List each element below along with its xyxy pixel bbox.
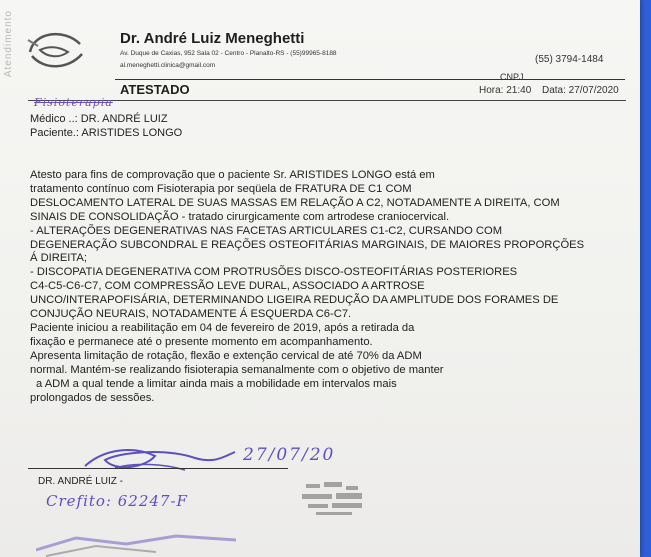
- signature-line: [28, 468, 288, 469]
- header-divider: [115, 79, 625, 80]
- body-line: UNCO/INTERAPOFISÁRIA, DETERMINANDO LIGEIRA REDUÇÃO DA AMPLITUDE DOS FORAMES DE: [30, 294, 559, 307]
- body-line: a ADM a qual tende a limitar ainda mais a mobilidade em intervalos mais: [36, 377, 397, 390]
- body-line: C4-C5-C6-C7, COM COMPRESSÃO LEVE DURAL, ASSOCIADO A ARTROSE: [30, 280, 425, 293]
- body-line: prolongados de sessões.: [30, 391, 155, 404]
- body-line: Atesto para fins de comprovação que o paciente Sr. ARISTIDES LONGO está em: [30, 169, 435, 181]
- sidebar-label: Atendimento: [3, 10, 14, 78]
- body-line: Apresenta limitação de rotação, flexão e extenção cervical de até 70% da ADM: [30, 349, 422, 362]
- time-field: Hora: 21:40: [479, 85, 532, 96]
- clinic-logo-icon: [24, 22, 88, 78]
- date-field: Data: 27/07/2020: [542, 85, 619, 96]
- body-line: - DISCOPATIA DEGENERATIVA COM PROTRUSÕES DISCO-OSTEOFITÁRIAS POSTERIORES: [30, 266, 518, 279]
- body-line: normal. Mantém-se realizando fisioterapia semanalmente com o objetivo de manter: [30, 363, 444, 376]
- body-line: DEGENERAÇÃO SUBCONDRAL E REAÇÕES OSTEOFITÁRIAS MARGINAIS, DE MAIORES PROPORÇÕES: [30, 238, 585, 251]
- clinic-phone: (55) 3794-1484: [535, 54, 604, 65]
- doctor-field: Médico ..: DR. ANDRÉ LUIZ: [30, 113, 168, 125]
- body-line: fixação e permanece até o presente momento em acompanhamento.: [30, 335, 373, 348]
- clinic-email: al.meneghetti.clinica@gmail.com: [120, 62, 216, 69]
- handwritten-annotation: Fisioterapia: [34, 96, 113, 109]
- doctor-name: Dr. André Luiz Meneghetti: [120, 30, 305, 47]
- signature-name: DR. ANDRÉ LUIZ -: [38, 476, 124, 487]
- certificate-body: [30, 169, 634, 405]
- body-line: SINAIS DE CONSOLIDAÇÃO - tratado cirurgicamente com artrodese craniocervical.: [30, 210, 450, 223]
- body-line: Paciente iniciou a reabilitação em 04 de fevereiro de 2019, após a retirada da: [30, 321, 415, 334]
- stamp-smudge-icon: [296, 478, 378, 520]
- document-title: ATESTADO: [120, 82, 190, 97]
- cnpj-label: CNPJ: [500, 72, 524, 82]
- body-line: - ALTERAÇÕES DEGENERATIVAS NAS FACETAS ARTICULARES C1-C2, CURSANDO COM: [30, 224, 503, 237]
- body-line: DESLOCAMENTO LATERAL DE SUAS MASSAS EM RELAÇÃO A C2, NOTADAMENTE A DIREITA, COM: [30, 196, 560, 209]
- body-line: tratamento contínuo com Fisioterapia por seqüela de FRATURA DE C1 COM: [30, 182, 412, 195]
- crefito-number: Crefito: 62247-F: [46, 492, 188, 510]
- body-line: Á DIREITA;: [30, 252, 87, 265]
- patient-field: Paciente.: ARISTIDES LONGO: [30, 127, 183, 139]
- signature-scribble-icon: [75, 438, 245, 478]
- body-line: CONJUÇÃO NEURAIS, NOTADAMENTE Á ESQUERDA C6-C7.: [30, 308, 352, 321]
- handwritten-date: 27/07/20: [243, 445, 336, 465]
- bottom-stamp-icon: [36, 530, 236, 557]
- title-divider: [28, 100, 626, 101]
- clinic-address: Av. Duque de Caxias, 952 Sala 02 - Centro - Planalto-RS - (55)99965-8188: [120, 50, 337, 57]
